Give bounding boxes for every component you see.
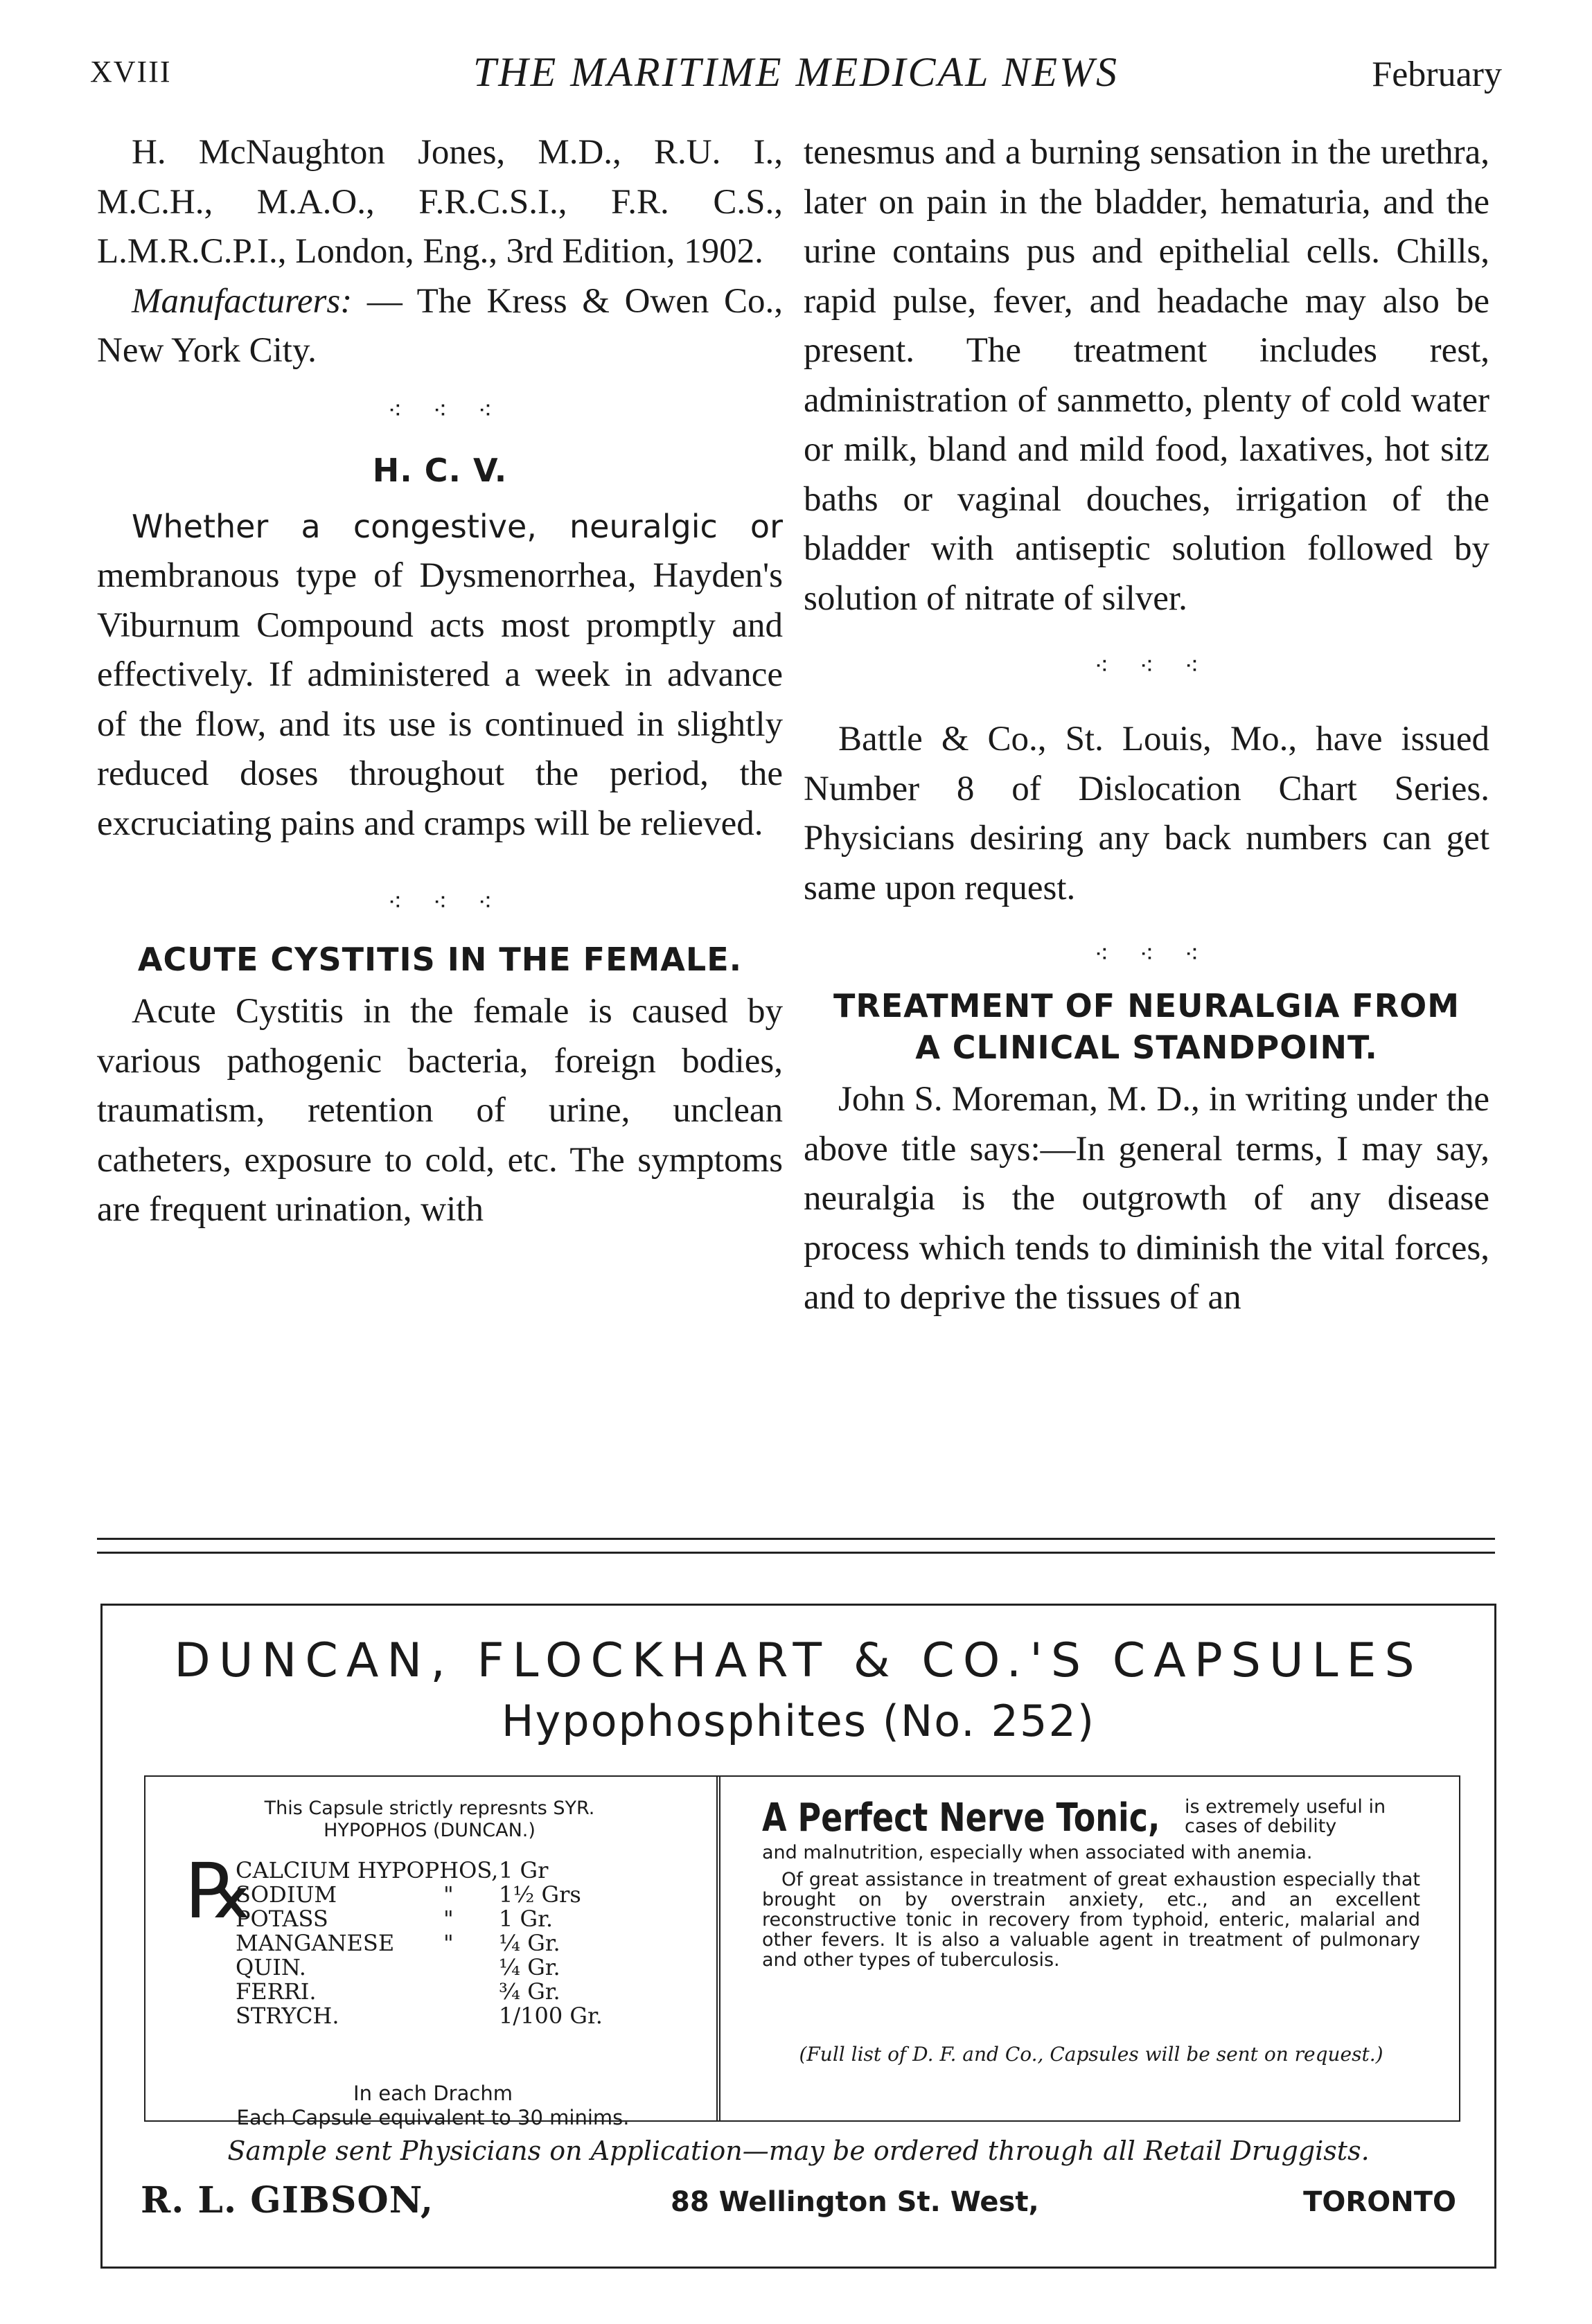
ingredient-row bbox=[236, 2003, 603, 2029]
section-ornament: ⁖⁖⁖ bbox=[387, 396, 523, 425]
agent-city: TORONTO bbox=[1303, 2186, 1456, 2218]
cystitis-paragraph: Acute Cystitis in the female is caused by various pathogenic bacteria, foreign bodies, traumatism, retention of urine, unclean catheters, exposure to cold, etc. The symptoms are frequent urination, with bbox=[97, 992, 783, 1229]
tonic-text: and malnutrition, especially when associated with anemia. bbox=[762, 1842, 1313, 1863]
right-column bbox=[804, 128, 1489, 1323]
ad-inner-box bbox=[144, 1775, 1460, 2129]
hcv-heading: H. C. V. bbox=[372, 451, 508, 489]
hcv-lead-line: Whether a congestive, neuralgic or bbox=[132, 507, 783, 545]
capsule-list-note: (Full list of D. F. and Co., Capsules will be sent on request.) bbox=[799, 2043, 1383, 2066]
ingredient-dose: ¾ Gr. bbox=[499, 1978, 560, 2005]
manufacturers-label: Manufacturers: bbox=[132, 281, 353, 321]
cystitis-continued-paragraph: tenesmus and a burning sensation in the urethra, later on pain in the bladder, hematuria, and the urine contains pus and epithelial cells. Chills, rapid pulse, fever, and headache may also be present. The treatment includes rest, administration of sanmetto, plenty of cold water or milk, bland and mild food, laxatives, hot sitz baths or vaginal douches, irrigation of the bladder with antiseptic solution followed by solution of nitrate of silver. bbox=[804, 133, 1489, 618]
section-ornament: ⁖⁖⁖ bbox=[387, 889, 523, 916]
ingredient-row bbox=[236, 1980, 568, 2004]
ingredient-dose: 1 Gr bbox=[499, 1857, 549, 1883]
capsules-advertisement bbox=[100, 1604, 1496, 2269]
left-column bbox=[97, 128, 783, 1235]
journal-title: THE MARITIME MEDICAL NEWS bbox=[472, 49, 1120, 95]
sample-offer: Sample sent Physicians on Application—may be ordered through all Retail Druggists. bbox=[227, 2136, 1370, 2166]
section-ornament: ⁖⁖⁖ bbox=[1094, 653, 1230, 680]
ingredient-name: MANGANESE bbox=[236, 1930, 395, 1956]
ingredient-name: FERRI. bbox=[236, 1978, 317, 2005]
ingredient-name: POTASS bbox=[236, 1906, 328, 1932]
manufacturers-text: — The Kress & Owen Co., New York City. bbox=[97, 281, 784, 370]
ingredient-name: SODIUM bbox=[236, 1881, 337, 1908]
hcv-paragraph: membranous type of Dysmenorrhea, Hayden's Viburnum Compound acts most promptly and effectively. If administered a week in advance of the flow, and its use is continued in slightly reduced doses throughout the period, the excruciating pains and cramps will be relieved. bbox=[97, 556, 783, 843]
ditto-mark: " bbox=[443, 1906, 454, 1932]
ingredient-name: QUIN. bbox=[236, 1954, 306, 1980]
ditto-mark: " bbox=[443, 1881, 454, 1908]
formula-intro bbox=[187, 1798, 672, 1842]
agent-name: R. L. GIBSON, bbox=[141, 2179, 434, 2221]
tonic-panel bbox=[734, 1777, 1459, 2120]
ingredient-row bbox=[236, 1955, 568, 1980]
tonic-heading: A Perfect Nerve Tonic, bbox=[762, 1795, 1160, 1840]
ingredient-row bbox=[236, 1931, 568, 1955]
cystitis-heading: ACUTE CYSTITIS IN THE FEMALE. bbox=[137, 941, 743, 978]
ingredient-dose: 1/100 Gr. bbox=[499, 2003, 603, 2029]
neuralgia-paragraph: John S. Moreman, M. D., in writing under the above title says:—In general terms, I may say, neuralgia is the outgrowth of any disease process which tends to diminish the vital forces, and to deprive the tissues of an bbox=[804, 1080, 1489, 1317]
capsule-equivalent-note: Each Capsule equivalent to 30 minims. bbox=[236, 2106, 630, 2129]
ingredient-row bbox=[236, 1881, 581, 1908]
prescription-symbol: ℞ bbox=[186, 1847, 254, 1935]
reference-paragraph: H. McNaughton Jones, M.D., R.U. I., M.C.H., M.A.O., F.R.C.S.I., F.R. C.S., L.M.R.C.P.I., London, Eng., 3rd Edition, 1902. bbox=[97, 133, 783, 271]
ingredient-row bbox=[236, 1859, 568, 1883]
neuralgia-heading-line-2: A CLINICAL STANDPOINT. bbox=[915, 1029, 1378, 1066]
ditto-mark: " bbox=[443, 1930, 454, 1956]
formula-intro-line: This Capsule strictly represnts SYR. bbox=[264, 1798, 595, 1819]
ingredient-dose: 1½ Grs bbox=[499, 1881, 581, 1908]
issue-month: February bbox=[1372, 55, 1502, 94]
ad-title: DUNCAN, FLOCKHART & CO.'S CAPSULES bbox=[174, 1633, 1423, 1688]
divider-rule bbox=[97, 1552, 1495, 1554]
tonic-text: Of great assistance in treatment of great exhaustion especially that brought on by overstrain anxiety, etc., and an excellent reconstructive tonic in recovery from typhoid, enteric, malarial and other fevers. It is also a valuable agent in treatment of pulmonary and other types of tuberculosis. bbox=[762, 1869, 1420, 1971]
ingredient-dose: 1 Gr. bbox=[499, 1906, 554, 1932]
page-folio: XVIII bbox=[90, 55, 172, 89]
agent-address: 88 Wellington St. West, bbox=[671, 2186, 1039, 2218]
ingredient-dose: ¼ Gr. bbox=[499, 1954, 560, 1980]
tonic-description bbox=[762, 1843, 1420, 1970]
running-head bbox=[90, 48, 1502, 104]
ingredient-list bbox=[236, 1857, 603, 2029]
manufacturers-paragraph bbox=[97, 277, 783, 376]
drachm-note: In each Drachm bbox=[353, 2082, 513, 2105]
formula-panel bbox=[145, 1777, 720, 2129]
ad-subtitle: Hypophosphites (No. 252) bbox=[501, 1696, 1096, 1746]
section-ornament: ⁖⁖⁖ bbox=[1094, 941, 1230, 968]
divider-rule bbox=[97, 1538, 1495, 1540]
neuralgia-heading-line-1: TREATMENT OF NEURALGIA FROM bbox=[833, 987, 1460, 1024]
formula-intro-line: HYPOPHOS (DUNCAN.) bbox=[324, 1820, 536, 1841]
ingredient-name: CALCIUM HYPOPHOS, bbox=[236, 1857, 499, 1883]
ingredient-row bbox=[236, 1907, 568, 1931]
tonic-heading-tail: is extremely useful in cases of debility bbox=[1185, 1796, 1386, 1837]
battle-paragraph: Battle & Co., St. Louis, Mo., have issued Number 8 of Dislocation Chart Series. Physicians desiring any back numbers can get same upon request. bbox=[804, 720, 1489, 907]
ingredient-dose: ¼ Gr. bbox=[499, 1930, 560, 1956]
ingredient-name: STRYCH. bbox=[236, 2003, 339, 2029]
